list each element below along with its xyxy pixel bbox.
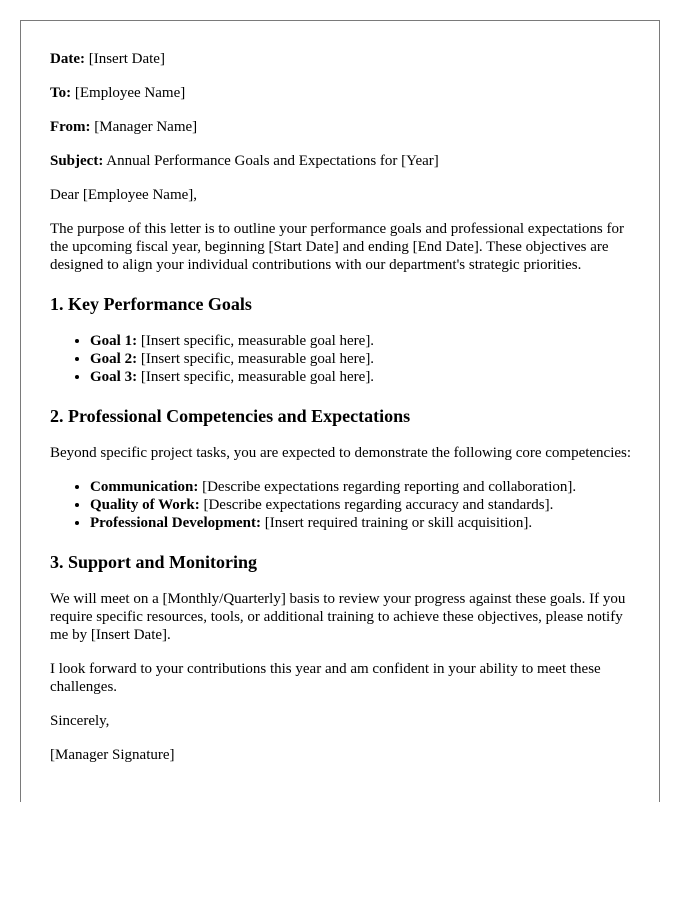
list-item [90,368,640,386]
salutation: Dear [Employee Name], [50,187,198,203]
to-label: To: [50,85,72,101]
subject-label: Subject: [50,153,104,169]
section-heading-competencies: 2. Professional Competencies and Expectations [50,406,411,426]
from-value: [Manager Name] [94,119,198,135]
list-item [90,350,640,368]
item-label: Goal 1: [90,333,138,349]
item-label: Communication: [90,479,199,495]
signoff: Sincerely, [50,713,110,729]
subject-value: Annual Performance Goals and Expectations for [Year] [106,153,439,169]
to-value: [Employee Name] [74,85,186,101]
letter-page [20,20,660,802]
item-label: Quality of Work: [90,497,200,513]
date-value: [Insert Date] [88,51,165,67]
list-item [90,496,640,514]
item-label: Goal 3: [90,369,138,385]
item-text: [Insert specific, measurable goal here]. [140,369,375,385]
section-heading-goals: 1. Key Performance Goals [50,294,252,314]
from-line [50,118,640,136]
date-line [50,50,640,68]
item-text: [Insert required training or skill acquisition]. [264,515,533,531]
list-item [90,478,640,496]
item-text: [Describe expectations regarding accuracy and standards]. [203,497,554,513]
list-item [90,514,640,532]
subject-line [50,152,640,170]
section-heading-support: 3. Support and Monitoring [50,552,258,572]
from-label: From: [50,119,91,135]
signature-placeholder: [Manager Signature] [50,747,175,763]
date-label: Date: [50,51,85,67]
support-paragraph: We will meet on a [Monthly/Quarterly] basis to review your progress against these goals. If you require specific resources, tools, or additional training to achieve these objectives, please notify me by [Insert Date]. [50,591,626,643]
item-label: Goal 2: [90,351,138,367]
competencies-list [50,478,640,532]
to-line [50,84,640,102]
competencies-intro: Beyond specific project tasks, you are expected to demonstrate the following core competencies: [50,445,632,461]
intro-paragraph: The purpose of this letter is to outline your performance goals and professional expectations for the upcoming fiscal year, beginning [Start Date] and ending [End Date]. These objectives are designed to align your individual contributions with our department's strategic priorities. [50,221,624,273]
item-text: [Insert specific, measurable goal here]. [140,333,375,349]
item-text: [Insert specific, measurable goal here]. [140,351,375,367]
list-item [90,332,640,350]
goals-list [50,332,640,386]
item-text: [Describe expectations regarding reporting and collaboration]. [202,479,577,495]
letter-content [50,50,640,780]
closing-paragraph: I look forward to your contributions this year and am confident in your ability to meet these challenges. [50,661,601,695]
item-label: Professional Development: [90,515,261,531]
